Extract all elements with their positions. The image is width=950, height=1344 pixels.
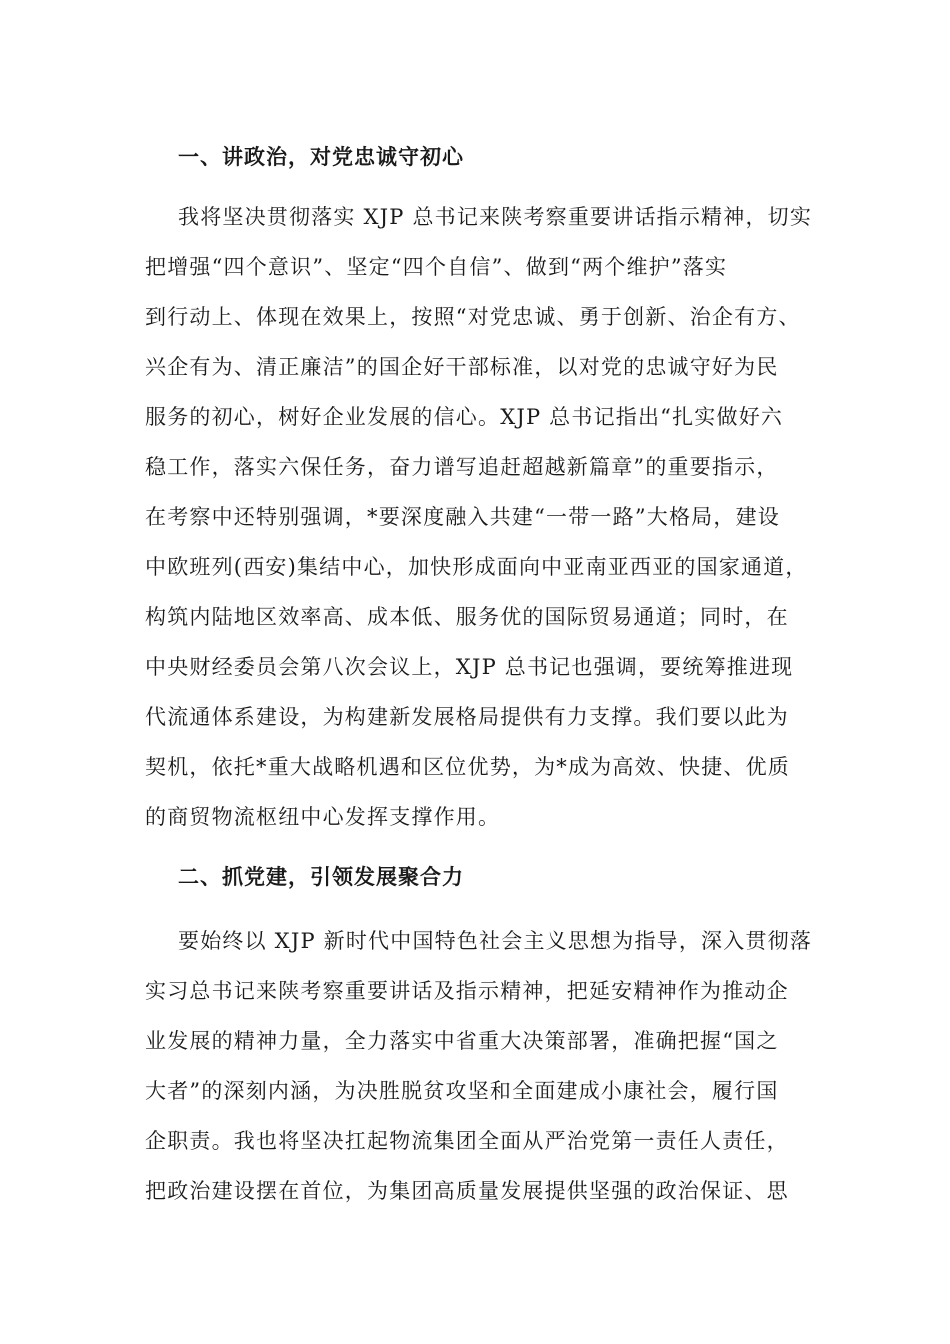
paragraph-line: 大者”的深刻内涵，为决胜脱贫攻坚和全面建成小康社会，履行国	[145, 1079, 779, 1103]
paragraph-line: 中欧班列(西安)集结中心，加快形成面向中亚南亚西亚的国家通道，	[145, 555, 808, 579]
paragraph-line: 代流通体系建设，为构建新发展格局提供有力支撑。我们要以此为	[145, 705, 789, 729]
paragraph-line: 服务的初心，树好企业发展的信心。XJP 总书记指出“扎实做好六	[145, 405, 784, 429]
paragraph-line: 我将坚决贯彻落实 XJP 总书记来陕考察重要讲话指示精神，切实	[178, 205, 813, 229]
paragraph-line: 实习总书记来陕考察重要讲话及指示精神，把延安精神作为推动企	[145, 979, 789, 1003]
paragraph-line: 中央财经委员会第八次会议上，XJP 总书记也强调，要统筹推进现	[145, 655, 794, 679]
paragraph-line: 到行动上、体现在效果上，按照“对党忠诚、勇于创新、治企有方、	[145, 305, 801, 329]
paragraph-line: 企职责。我也将坚决扛起物流集团全面从严治党第一责任人责任，	[145, 1129, 789, 1153]
paragraph-line: 在考察中还特别强调，*要深度融入共建“一带一路”大格局，建设	[145, 505, 780, 529]
paragraph-line: 业发展的精神力量，全力落实中省重大决策部署，准确把握“国之	[145, 1029, 779, 1053]
paragraph-line: 的商贸物流枢纽中心发挥支撑作用。	[145, 805, 501, 829]
paragraph-line: 构筑内陆地区效率高、成本低、服务优的国际贸易通道；同时，在	[145, 605, 789, 629]
paragraph-line: 稳工作，落实六保任务，奋力谱写追赶超越新篇章”的重要指示，	[145, 455, 779, 479]
section-heading: 二、抓党建，引领发展聚合力	[178, 864, 464, 889]
paragraph-line: 把政治建设摆在首位，为集团高质量发展提供坚强的政治保证、思	[145, 1179, 789, 1203]
paragraph-line: 要始终以 XJP 新时代中国特色社会主义思想为指导，深入贯彻落	[178, 929, 813, 953]
paragraph-line: 契机，依托*重大战略机遇和区位优势，为*成为高效、快捷、优质	[145, 755, 790, 779]
section-heading: 一、讲政治，对党忠诚守初心	[178, 144, 464, 169]
paragraph-line: 把增强“四个意识”、坚定“四个自信”、做到“两个维护”落实	[145, 255, 728, 279]
paragraph-line: 兴企有为、清正廉洁”的国企好干部标准，以对党的忠诚守好为民	[145, 355, 779, 379]
